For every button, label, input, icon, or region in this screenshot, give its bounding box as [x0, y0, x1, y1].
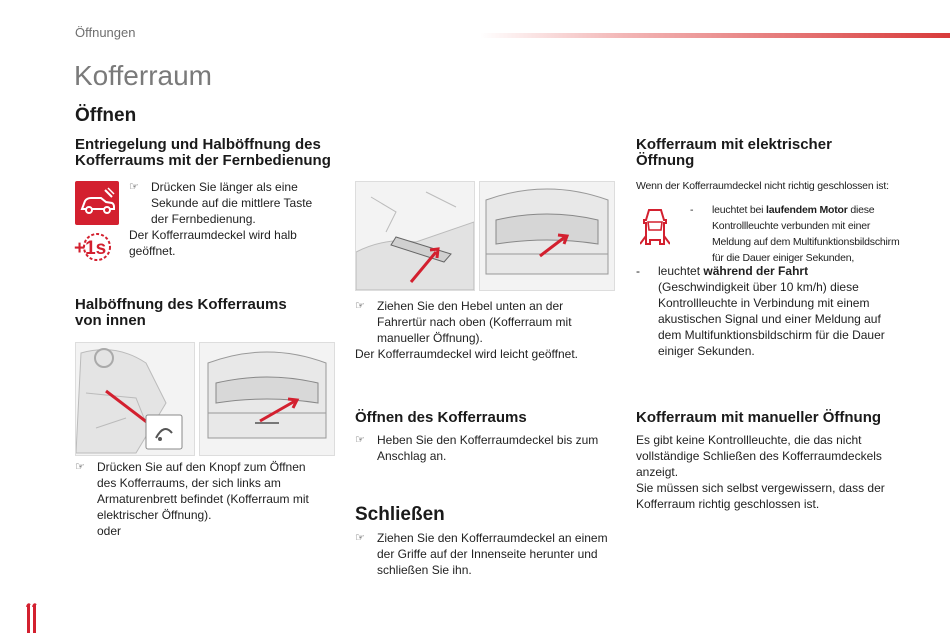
section-label: Öffnungen — [75, 25, 136, 40]
electric-item-engine — [690, 202, 920, 266]
manual-title: Kofferraum mit manueller Öffnung — [636, 409, 882, 426]
list-item: ☞ Drücken Sie auf den Knopf zum Öffnen des Kofferraums, der sich links am Armaturenbrett befindet (Kofferraum mit elektrischer Öffnung). oder — [75, 460, 309, 538]
pointing-hand-icon: ☞ — [355, 300, 365, 312]
electric-intro: Wenn der Kofferraumdeckel nicht richtig geschlossen ist: — [636, 180, 889, 192]
header-accent-bar — [480, 33, 950, 38]
door-lever-illustration — [355, 181, 475, 291]
trunk-open-illustration — [479, 181, 615, 291]
open-trunk-title: Öffnen des Kofferraums — [355, 409, 527, 426]
pointing-hand-icon: ☞ — [355, 532, 365, 544]
close-instructions — [355, 530, 617, 578]
list-item: ☞ Heben Sie den Kofferraumdeckel bis zum Anschlag an. — [355, 433, 599, 463]
list-item: ☞ Ziehen Sie den Hebel unten an der Fahrertür nach oben (Kofferraum mit manueller Öffnung). — [355, 299, 572, 345]
inside-instructions — [75, 459, 340, 539]
electric-title: Kofferraum mit elektrischer Öffnung — [636, 136, 832, 169]
remote-title: Entriegelung und Halböffnung des Kofferraums mit der Fernbedienung — [75, 136, 331, 169]
open-trunk-instructions — [355, 432, 615, 464]
heading-open: Öffnen — [75, 105, 137, 126]
page-title: Kofferraum — [74, 60, 212, 91]
dashboard-button-illustration — [75, 342, 195, 456]
list-item: - leuchtet bei laufendem Motor diese Kontrollleuchte verbunden mit einer Meldung auf dem Multifunktionsbildschirm für die Dauer einiger Sekunden, — [690, 204, 900, 264]
manual-text: Es gibt keine Kontrollleuchte, die das nicht vollständige Schließen des Kofferraumdeckels anzeigt. Sie müssen sich selbst vergewissern, dass der Kofferraum richtig geschlossen ist. — [636, 433, 885, 511]
lever-instructions: ☞ Ziehen Sie den Hebel unten an der Fahrertür nach oben (Kofferraum mit manueller Öffnung). Der Kofferraumdeckel wird leicht geöffnet. — [355, 298, 615, 362]
pointing-hand-icon: ☞ — [75, 461, 85, 473]
svg-text:+1s: +1s — [74, 238, 107, 259]
electric-item-driving — [636, 263, 906, 359]
car-trunk-remote-icon — [75, 181, 119, 225]
plus-one-second-icon — [71, 232, 119, 262]
list-item: - leuchtet während der Fahrt (Geschwindigkeit über 10 km/h) diese Kontrollleuchte in Verbindung mit einem akustischen Signal und einer Meldung auf dem Multifunktionsbildschirm für die Dauer einiger Sekunden. — [636, 264, 885, 358]
trunk-rear-illustration — [199, 342, 335, 456]
heading-close: Schließen — [355, 504, 445, 525]
pointing-hand-icon: ☞ — [129, 181, 139, 193]
remote-instructions: ☞ Drücken Sie länger als eine Sekunde auf die mittlere Taste der Fernbedienung. Der Kofferraumdeckel wird halb geöffnet. — [129, 179, 339, 259]
list-item: ☞ Drücken Sie länger als eine Sekunde auf die mittlere Taste der Fernbedienung. — [129, 180, 313, 226]
open-trunk-warning-icon — [640, 206, 670, 250]
inside-title: Halböffnung des Kofferraums von innen — [75, 296, 287, 329]
pointing-hand-icon: ☞ — [355, 434, 365, 446]
list-item: ☞ Ziehen Sie den Kofferraumdeckel an einem der Griffe auf der Innenseite herunter und schließen Sie ihn. — [355, 531, 608, 577]
